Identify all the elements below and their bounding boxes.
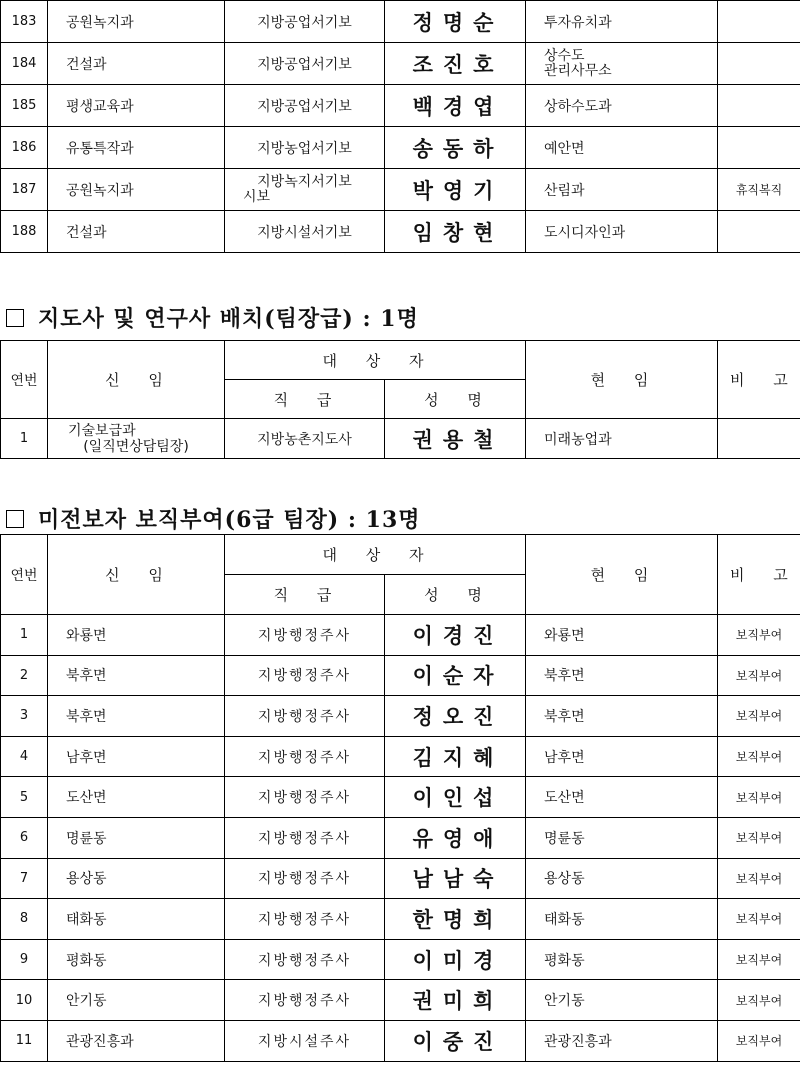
section-title-text: 지도사 및 연구사 배치(팀장급) : 1명 <box>38 306 419 332</box>
row-name: 유영애 <box>385 817 526 858</box>
row-grade: 지방농업서기보 <box>225 127 385 169</box>
header-note: 비 고 <box>718 341 800 419</box>
row-new-position: 명륜동 <box>48 817 225 858</box>
row-grade: 지방농촌지도사 <box>225 419 385 459</box>
row-new-position: 유통특작과 <box>48 127 225 169</box>
table-row <box>1 899 800 940</box>
row-name: 정오진 <box>385 696 526 737</box>
row-current: 평화동 <box>526 939 718 980</box>
table-row <box>1 169 800 211</box>
header-current: 현 임 <box>526 535 718 615</box>
row-new-line1: 기술보급과 <box>68 422 136 439</box>
row-new-position: 안기동 <box>48 980 225 1021</box>
row-note <box>718 43 800 85</box>
row-current: 도산면 <box>526 777 718 818</box>
row-no: 10 <box>1 980 48 1021</box>
row-new-position: 도산면 <box>48 777 225 818</box>
row-grade: 지방행정주사 <box>225 615 385 656</box>
row-current: 산림과 <box>526 169 718 211</box>
header-new: 신 임 <box>48 341 225 419</box>
header-name: 성 명 <box>385 380 526 419</box>
row-grade: 지방시설서기보 <box>225 211 385 253</box>
row-new-position: 남후면 <box>48 736 225 777</box>
row-no: 1 <box>1 419 48 459</box>
row-note: 보직부여 <box>718 817 800 858</box>
table-row <box>1 939 800 980</box>
row-current: 안기동 <box>526 980 718 1021</box>
table-row <box>1 980 800 1021</box>
row-no: 3 <box>1 696 48 737</box>
table-row <box>1 43 800 85</box>
row-grade: 지방행정주사 <box>225 858 385 899</box>
row-no: 188 <box>1 211 48 253</box>
row-note <box>718 211 800 253</box>
row-current: 명륜동 <box>526 817 718 858</box>
row-current: 도시디자인과 <box>526 211 718 253</box>
row-new-position: 평생교육과 <box>48 85 225 127</box>
row-name: 조진호 <box>385 43 526 85</box>
row-current: 와룡면 <box>526 615 718 656</box>
row-name: 권미희 <box>385 980 526 1021</box>
row-grade: 지방공업서기보 <box>225 1 385 43</box>
table-row <box>1 655 800 696</box>
header-target: 대 상 자 <box>225 341 526 380</box>
row-current: 남후면 <box>526 736 718 777</box>
row-grade: 지방행정주사 <box>225 736 385 777</box>
row-grade-line2: 시보 <box>243 188 271 205</box>
row-name: 임창현 <box>385 211 526 253</box>
header-note: 비 고 <box>718 535 800 615</box>
row-name: 권용철 <box>385 419 526 459</box>
row-grade <box>225 169 385 211</box>
row-grade: 지방행정주사 <box>225 696 385 737</box>
header-grade: 직 급 <box>225 575 385 615</box>
row-no: 184 <box>1 43 48 85</box>
table-row <box>1 1 800 43</box>
row-note <box>718 127 800 169</box>
row-grade: 지방공업서기보 <box>225 85 385 127</box>
row-grade: 지방행정주사 <box>225 777 385 818</box>
row-no: 5 <box>1 777 48 818</box>
row-no: 4 <box>1 736 48 777</box>
table-row <box>1 736 800 777</box>
checkbox-square-icon <box>6 309 24 327</box>
table-row <box>1 615 800 656</box>
row-new-position: 북후면 <box>48 655 225 696</box>
row-current: 용상동 <box>526 858 718 899</box>
header-name: 성 명 <box>385 575 526 615</box>
header-target: 대 상 자 <box>225 535 526 575</box>
row-note <box>718 85 800 127</box>
row-note: 보직부여 <box>718 736 800 777</box>
header-no: 연번 <box>1 535 48 615</box>
row-name: 이경진 <box>385 615 526 656</box>
row-no: 9 <box>1 939 48 980</box>
section-title-instructors <box>6 302 419 333</box>
section-title-text: 미전보자 보직부여(6급 팀장) : 13명 <box>38 507 421 533</box>
checkbox-square-icon <box>6 510 24 528</box>
table-row <box>1 777 800 818</box>
row-name: 박영기 <box>385 169 526 211</box>
header-grade: 직 급 <box>225 380 385 419</box>
row-name: 김지혜 <box>385 736 526 777</box>
row-name: 한명희 <box>385 899 526 940</box>
row-current: 투자유치과 <box>526 1 718 43</box>
row-new-position: 북후면 <box>48 696 225 737</box>
row-new-position: 공원녹지과 <box>48 1 225 43</box>
row-current: 태화동 <box>526 899 718 940</box>
assignment-table <box>0 534 800 1062</box>
row-new-position: 평화동 <box>48 939 225 980</box>
row-new-position: 용상동 <box>48 858 225 899</box>
row-no: 183 <box>1 1 48 43</box>
row-new-position: 공원녹지과 <box>48 169 225 211</box>
row-grade: 지방행정주사 <box>225 655 385 696</box>
row-new-position: 관광진흥과 <box>48 1020 225 1061</box>
row-current: 관광진흥과 <box>526 1020 718 1061</box>
table-row <box>1 211 800 253</box>
table-row <box>1 85 800 127</box>
row-note: 보직부여 <box>718 655 800 696</box>
row-no: 2 <box>1 655 48 696</box>
row-note <box>718 1 800 43</box>
row-current: 상하수도과 <box>526 85 718 127</box>
row-new-position <box>48 419 225 459</box>
row-grade: 지방행정주사 <box>225 980 385 1021</box>
row-name: 정명순 <box>385 1 526 43</box>
header-new: 신 임 <box>48 535 225 615</box>
row-new-position: 건설과 <box>48 211 225 253</box>
row-name: 백경엽 <box>385 85 526 127</box>
instructors-table <box>0 340 800 459</box>
row-current: 예안면 <box>526 127 718 169</box>
row-note: 보직부여 <box>718 980 800 1021</box>
row-note: 보직부여 <box>718 777 800 818</box>
row-current: 북후면 <box>526 696 718 737</box>
row-name: 이미경 <box>385 939 526 980</box>
row-note: 보직부여 <box>718 939 800 980</box>
row-name: 이중진 <box>385 1020 526 1061</box>
row-new-position: 와룡면 <box>48 615 225 656</box>
row-note: 보직부여 <box>718 858 800 899</box>
row-note <box>718 419 800 459</box>
row-no: 185 <box>1 85 48 127</box>
row-note: 보직부여 <box>718 696 800 737</box>
table-row <box>1 817 800 858</box>
row-new-position: 건설과 <box>48 43 225 85</box>
row-name: 이순자 <box>385 655 526 696</box>
row-no: 8 <box>1 899 48 940</box>
row-current: 미래농업과 <box>526 419 718 459</box>
table-row <box>1 696 800 737</box>
row-no: 187 <box>1 169 48 211</box>
header-current: 현 임 <box>526 341 718 419</box>
personnel-table-continued <box>0 0 800 253</box>
row-name: 남남숙 <box>385 858 526 899</box>
row-no: 1 <box>1 615 48 656</box>
row-no: 186 <box>1 127 48 169</box>
row-no: 11 <box>1 1020 48 1061</box>
row-no: 6 <box>1 817 48 858</box>
table-row <box>1 127 800 169</box>
row-grade-line1: 지방녹지서기보 <box>257 173 352 190</box>
header-no: 연번 <box>1 341 48 419</box>
row-note: 보직부여 <box>718 615 800 656</box>
row-grade: 지방공업서기보 <box>225 43 385 85</box>
table-row <box>1 419 800 459</box>
table-row <box>1 858 800 899</box>
row-new-line2: (일직면상담팀장) <box>83 438 189 455</box>
row-current <box>526 43 718 85</box>
table-row <box>1 1020 800 1061</box>
row-current-line1: 상수도 <box>544 47 585 64</box>
row-new-position: 태화동 <box>48 899 225 940</box>
row-name: 이인섭 <box>385 777 526 818</box>
section-title-assignment <box>6 503 421 534</box>
row-note: 보직부여 <box>718 1020 800 1061</box>
row-current-line2: 관리사무소 <box>544 62 612 79</box>
row-no: 7 <box>1 858 48 899</box>
row-grade: 지방행정주사 <box>225 899 385 940</box>
row-current: 북후면 <box>526 655 718 696</box>
row-note: 보직부여 <box>718 899 800 940</box>
row-grade: 지방시설주사 <box>225 1020 385 1061</box>
row-note: 휴직복직 <box>718 169 800 211</box>
row-name: 송동하 <box>385 127 526 169</box>
row-grade: 지방행정주사 <box>225 817 385 858</box>
row-grade: 지방행정주사 <box>225 939 385 980</box>
